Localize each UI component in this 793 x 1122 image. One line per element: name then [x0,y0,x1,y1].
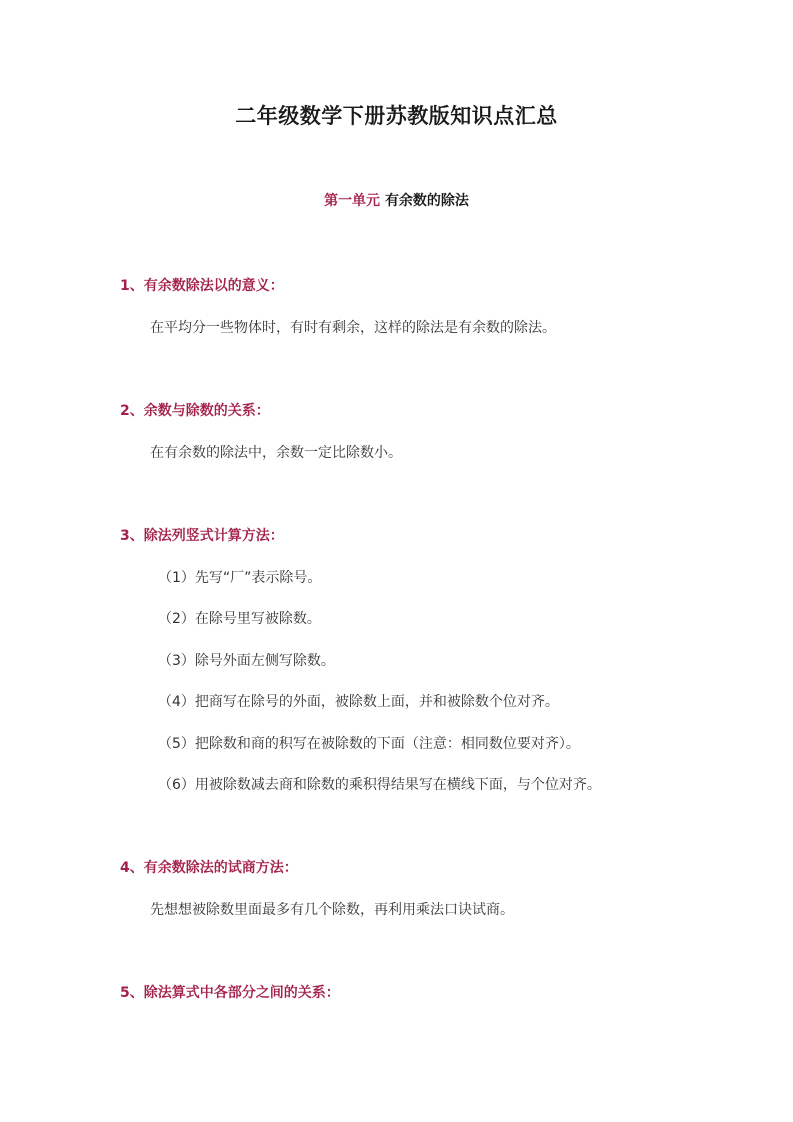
step-3: （3）除号外面左侧写除数。 [158,653,335,669]
section-text-4: 先想想被除数里面最多有几个除数，再利用乘法口诀试商。 [150,902,514,918]
document-title: 二年级数学下册苏教版知识点汇总 [235,103,558,128]
section-text-1: 在平均分一些物体时，有时有剩余，这样的除法是有余数的除法。 [150,320,556,336]
unit-label: 第一单元 [324,193,381,209]
unit-name: 有余数的除法 [384,193,469,209]
section-text-2: 在有余数的除法中，余数一定比除数小。 [150,445,402,461]
section-heading-5: 5、除法算式中各部分之间的关系： [120,985,340,1001]
step-5: （5）把除数和商的积写在被除数的下面（注意：相同数位要对齐）。 [158,736,580,752]
section-heading-3: 3、除法列竖式计算方法： [120,528,284,544]
unit-heading [0,190,793,210]
step-6: （6）用被除数减去商和除数的乘积得结果写在横线下面，与个位对齐。 [158,777,601,793]
section-heading-2: 2、余数与除数的关系： [120,403,270,419]
step-1: （1）先写“厂”表示除号。 [158,570,322,586]
step-4: （4）把商写在除号的外面，被除数上面，并和被除数个位对齐。 [158,694,559,710]
section-heading-4: 4、有余数除法的试商方法： [120,860,298,876]
section-heading-1: 1、有余数除法以的意义： [120,278,284,294]
step-2: （2）在除号里写被除数。 [158,611,321,627]
